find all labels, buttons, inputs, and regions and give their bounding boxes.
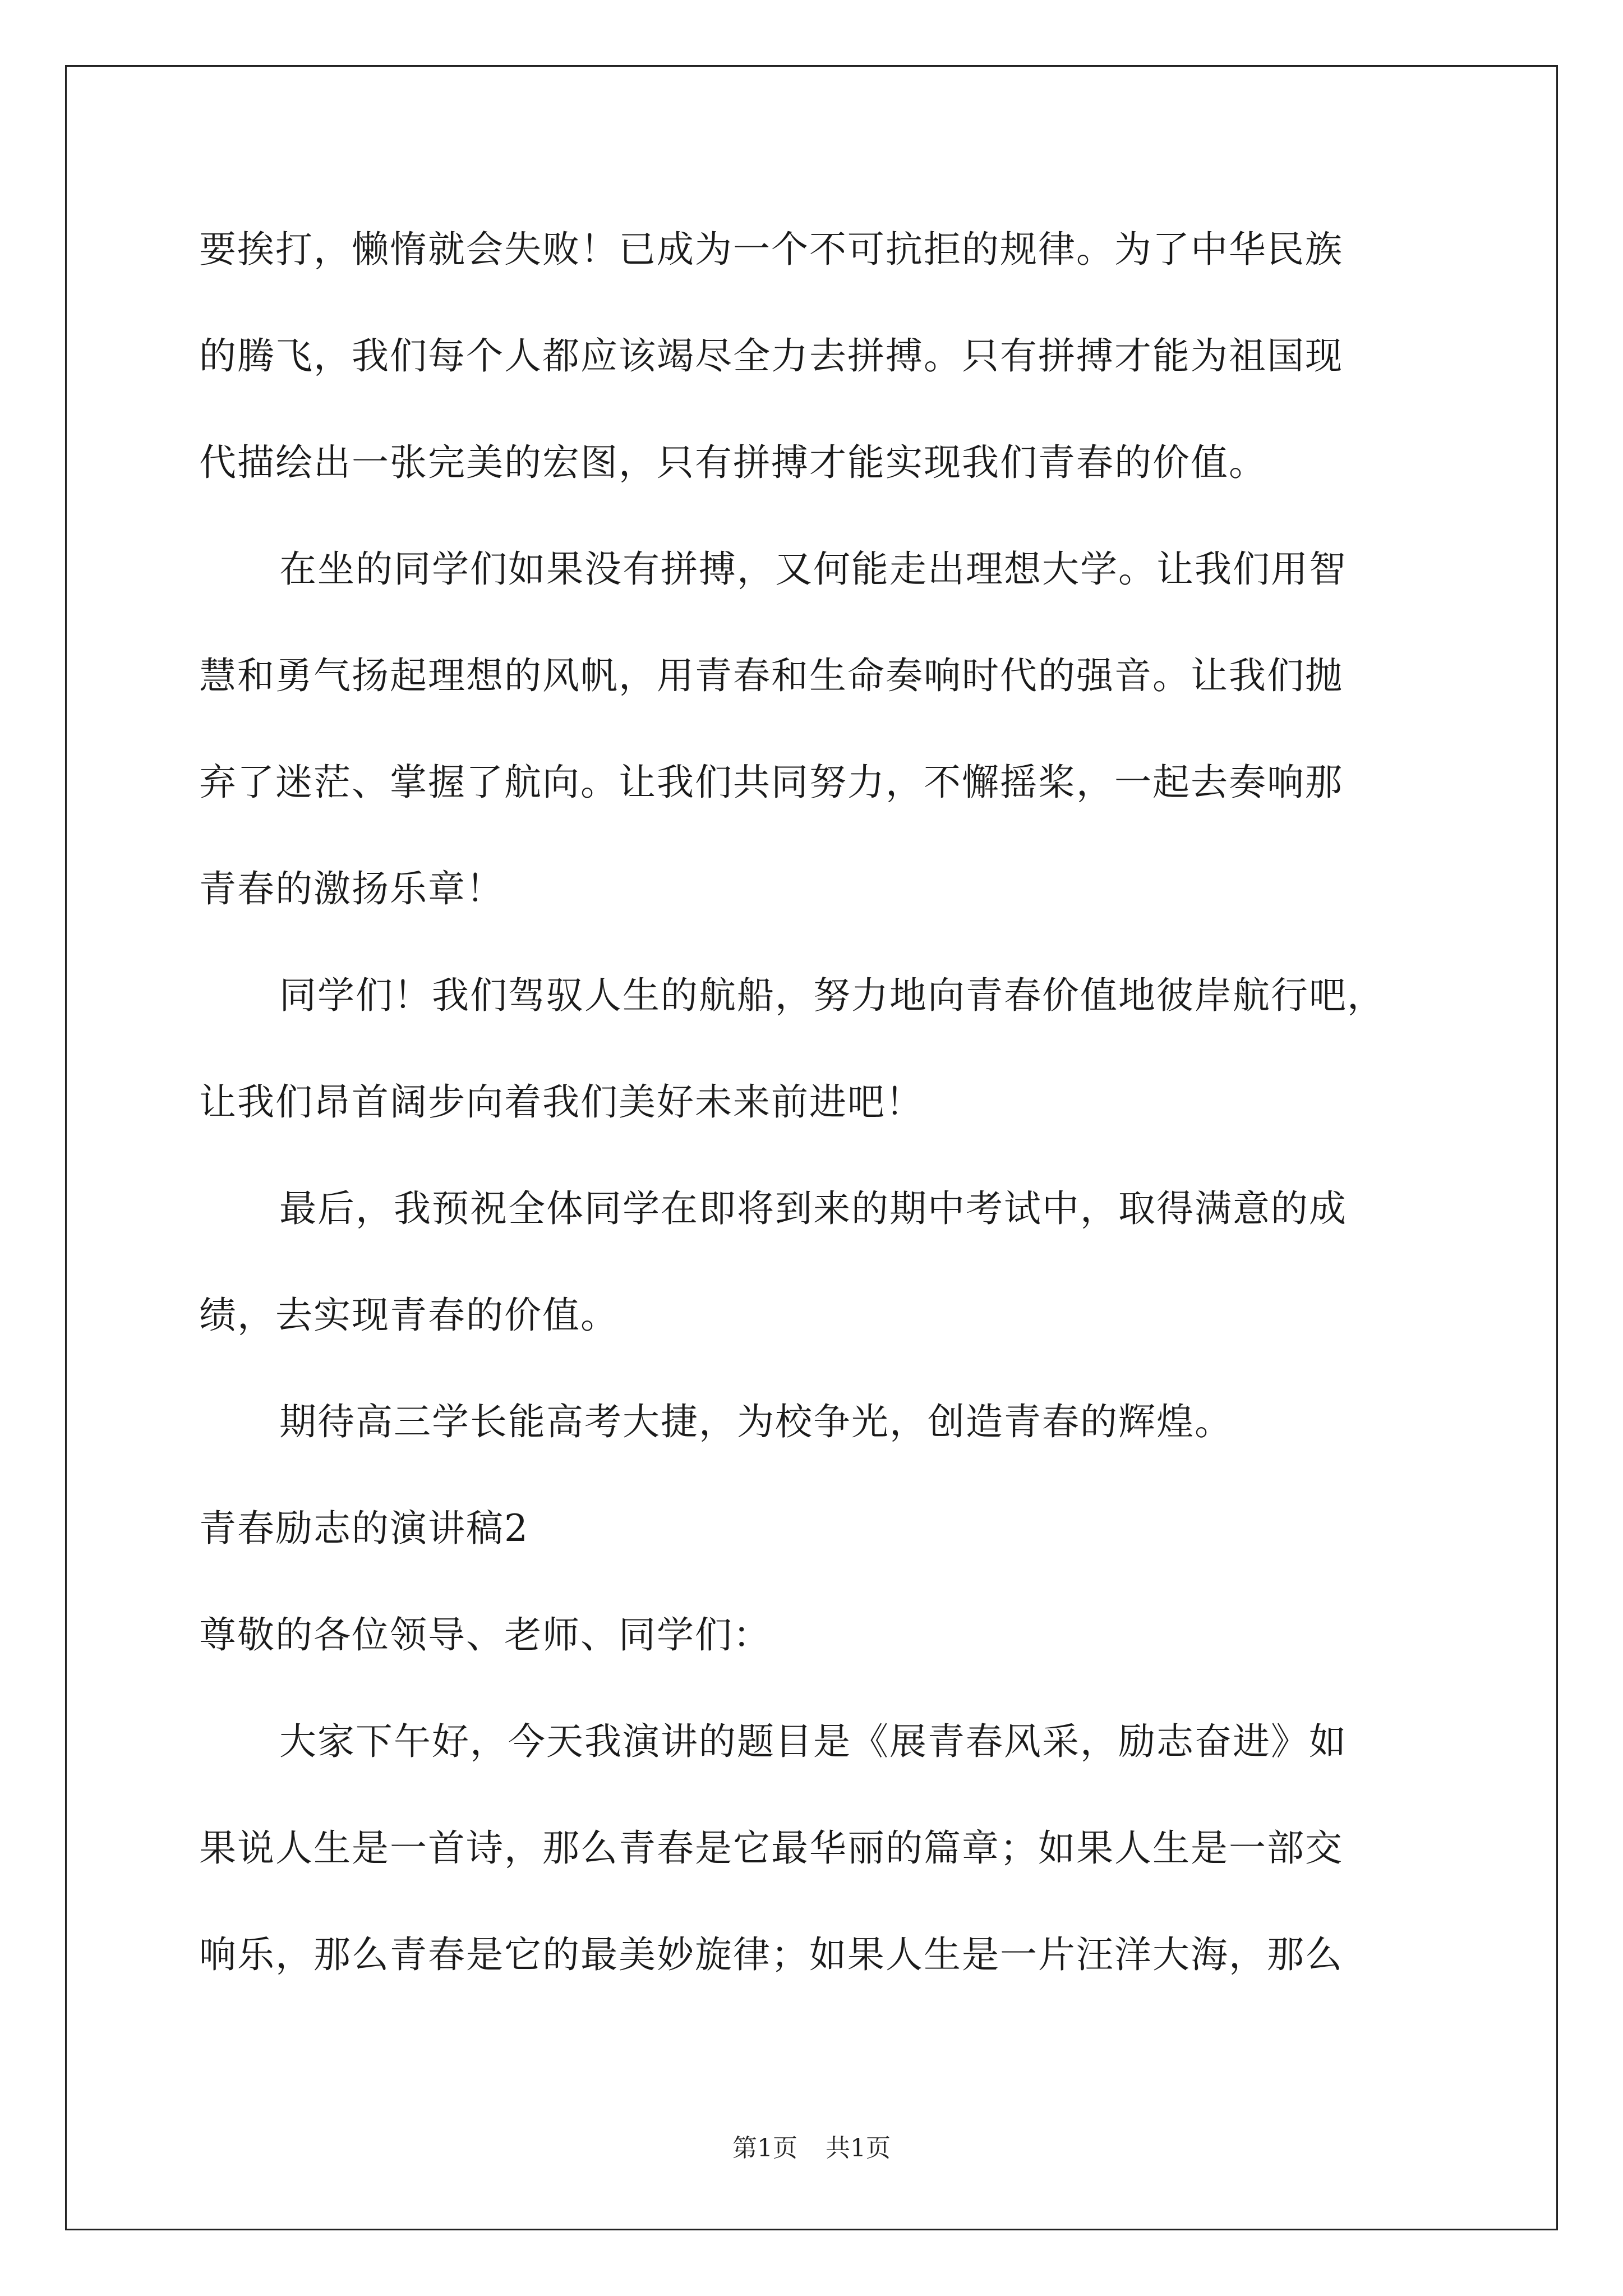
body-line-12: 期待高三学长能高考大捷，为校争光，创造青春的辉煌。 <box>279 1400 1233 1443</box>
body-line-10: 最后，我预祝全体同学在即将到来的期中考试中，取得满意的成 <box>279 1187 1347 1230</box>
body-line-8: 同学们！我们驾驭人生的航船，努力地向青春价值地彼岸航行吧， <box>279 974 1385 1017</box>
body-line-15: 响乐，那么青春是它的最美妙旋律；如果人生是一片汪洋大海，那么 <box>199 1933 1343 1976</box>
body-line-6: 弃了迷茫、掌握了航向。让我们共同努力，不懈摇桨，一起去奏响那 <box>199 761 1343 804</box>
body-line-13: 大家下午好，今天我演讲的题目是《展青春风采，励志奋进》如 <box>279 1720 1347 1763</box>
body-line-3: 代描绘出一张完美的宏图，只有拼搏才能实现我们青春的价值。 <box>199 441 1267 484</box>
body-line-2: 的腾飞，我们每个人都应该竭尽全力去拼搏。只有拼搏才能为祖国现 <box>199 334 1343 378</box>
body-line-1: 要挨打，懒惰就会失败！已成为一个不可抗拒的规律。为了中华民族 <box>199 228 1343 271</box>
body-line-9: 让我们昂首阔步向着我们美好未来前进吧！ <box>199 1080 924 1124</box>
section-heading: 青春励志的演讲稿2 <box>199 1507 529 1550</box>
page-footer <box>0 2132 1623 2165</box>
page-border <box>65 65 1558 2230</box>
page-number-current: 第1页 <box>732 2134 797 2162</box>
body-line-5: 慧和勇气扬起理想的风帆，用青春和生命奏响时代的强音。让我们抛 <box>199 654 1343 697</box>
body-line-7: 青春的激扬乐章！ <box>199 867 504 910</box>
salutation-line: 尊敬的各位领导、老师、同学们： <box>199 1613 771 1657</box>
page-number-total: 共1页 <box>826 2134 891 2162</box>
body-line-4: 在坐的同学们如果没有拼搏，又何能走出理想大学。让我们用智 <box>279 547 1347 591</box>
body-line-11: 绩，去实现青春的价值。 <box>199 1294 619 1337</box>
body-line-14: 果说人生是一首诗，那么青春是它最华丽的篇章；如果人生是一部交 <box>199 1826 1343 1870</box>
